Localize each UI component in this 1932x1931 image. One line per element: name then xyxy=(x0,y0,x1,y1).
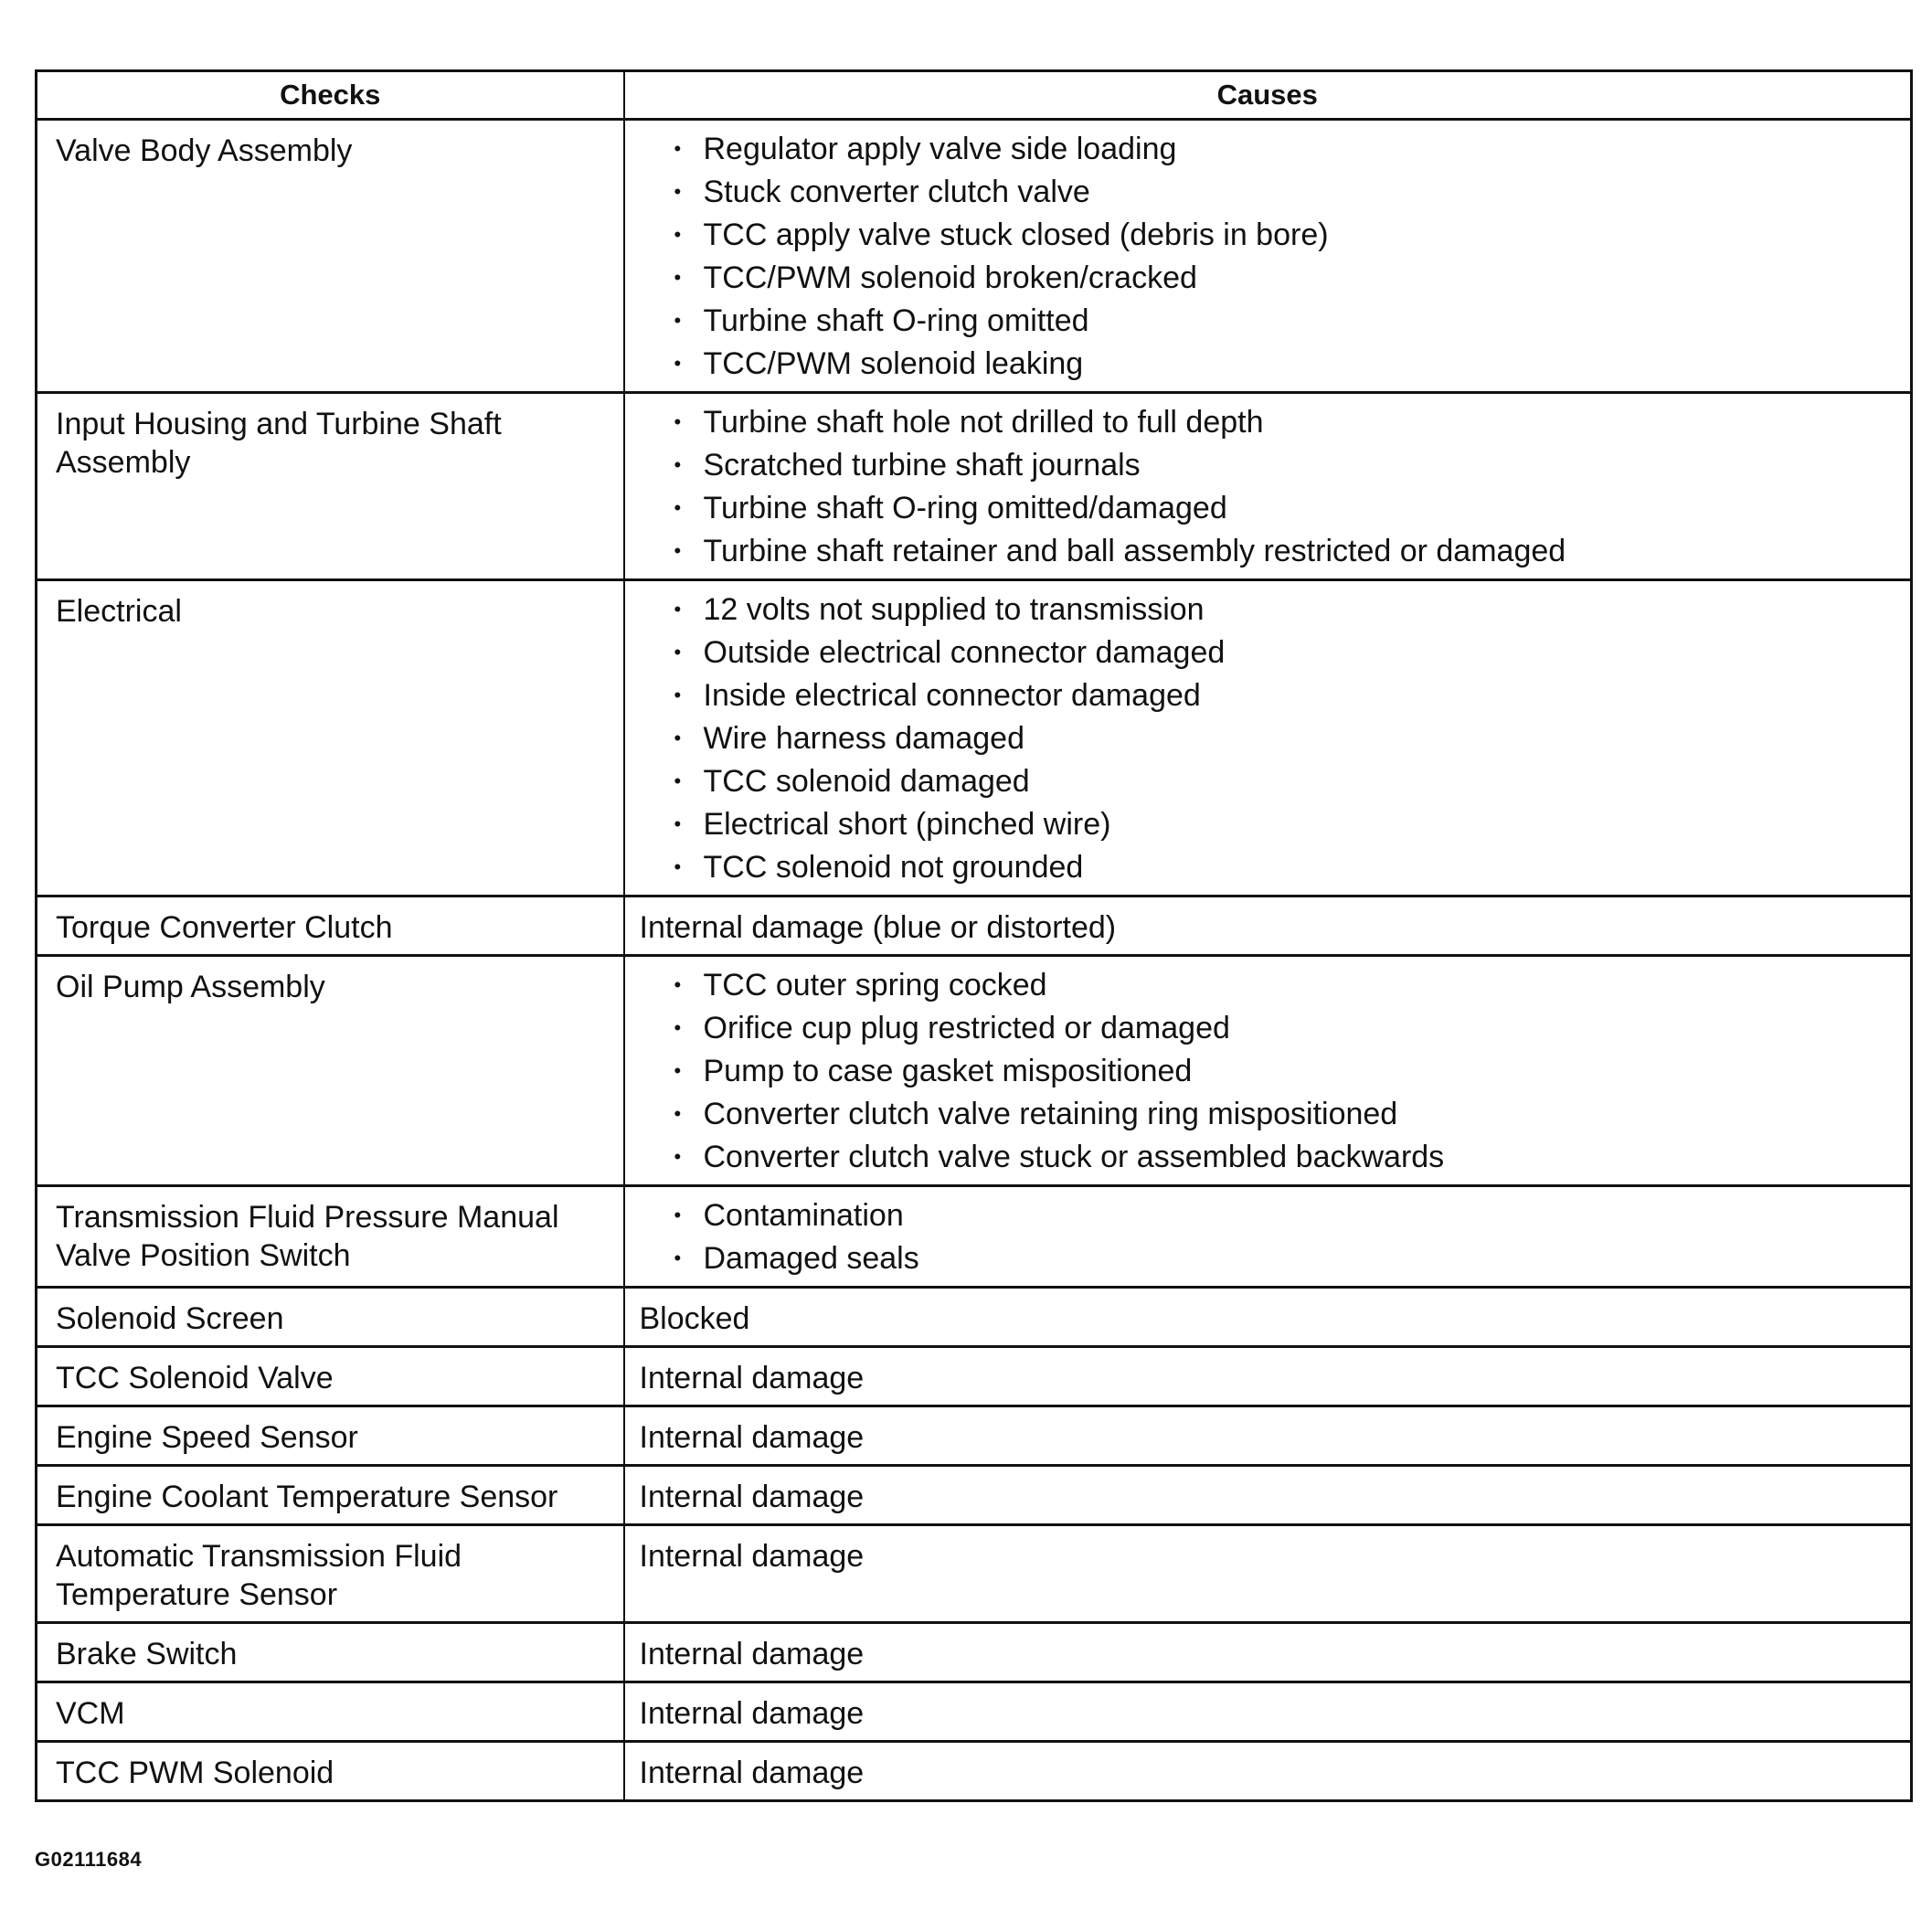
cause-text: Turbine shaft O-ring omitted xyxy=(703,303,1089,338)
cause-item xyxy=(674,1047,1893,1095)
cause-cell: Internal damage xyxy=(624,1525,1912,1623)
cause-text: Orifice cup plug restricted or damaged xyxy=(703,1011,1230,1045)
cause-text: 12 volts not supplied to transmission xyxy=(703,592,1205,627)
check-cell: TCC Solenoid Valve xyxy=(37,1347,624,1406)
bullet-icon: • xyxy=(674,812,682,835)
cause-cell: Internal damage xyxy=(624,1347,1912,1406)
cause-cell: Internal damage xyxy=(624,1623,1912,1682)
table-row xyxy=(37,1525,1912,1623)
cause-text: Wire harness damaged xyxy=(703,721,1025,756)
cause-item xyxy=(674,484,1893,532)
cause-item xyxy=(674,843,1893,891)
cause-cell: Internal damage xyxy=(624,1466,1912,1525)
check-cell: TCC PWM Solenoid xyxy=(37,1742,624,1801)
bullet-icon: • xyxy=(674,973,682,996)
check-cell: VCM xyxy=(37,1682,624,1742)
table-row xyxy=(37,120,1912,393)
bullet-icon: • xyxy=(674,539,682,562)
check-cell: Transmission Fluid Pressure Manual Valve Position Switch xyxy=(37,1186,624,1288)
check-cell: Electrical xyxy=(37,580,624,897)
cause-text: Turbine shaft hole not drilled to full depth xyxy=(703,405,1264,440)
header-checks: Checks xyxy=(37,71,624,120)
check-cell: Input Housing and Turbine Shaft Assembly xyxy=(37,393,624,580)
table-row xyxy=(37,897,1912,956)
cause-text: Converter clutch valve retaining ring mispositioned xyxy=(703,1097,1398,1131)
bullet-icon: • xyxy=(674,1204,682,1226)
cause-list xyxy=(640,125,1893,387)
table-row xyxy=(37,1347,1912,1406)
bullet-icon: • xyxy=(674,1247,682,1269)
cause-item xyxy=(674,297,1893,345)
cause-item xyxy=(674,398,1893,446)
cause-text: TCC apply valve stuck closed (debris in bore) xyxy=(703,218,1329,252)
cause-text: Electrical short (pinched wire) xyxy=(703,807,1111,842)
table-row xyxy=(37,580,1912,897)
cause-cell: Internal damage xyxy=(624,1742,1912,1801)
cause-cell xyxy=(624,956,1912,1186)
table-row xyxy=(37,1682,1912,1742)
cause-text: Contamination xyxy=(703,1198,904,1233)
bullet-icon: • xyxy=(674,410,682,433)
cause-text: Scratched turbine shaft journals xyxy=(703,448,1141,483)
cause-text: Regulator apply valve side loading xyxy=(703,132,1177,166)
cause-item xyxy=(674,629,1893,676)
cause-text: TCC solenoid not grounded xyxy=(703,850,1084,885)
bullet-icon: • xyxy=(674,309,682,332)
cause-text: TCC/PWM solenoid leaking xyxy=(703,346,1084,381)
cause-item xyxy=(674,961,1893,1009)
check-cell: Valve Body Assembly xyxy=(37,120,624,393)
cause-text: Converter clutch valve stuck or assembled backwards xyxy=(703,1140,1445,1174)
cause-item xyxy=(674,672,1893,719)
cause-text: Turbine shaft O-ring omitted/damaged xyxy=(703,491,1227,525)
bullet-icon: • xyxy=(674,223,682,246)
cause-cell xyxy=(624,1186,1912,1288)
bullet-icon: • xyxy=(674,496,682,519)
cause-item xyxy=(674,125,1893,173)
table-row xyxy=(37,956,1912,1186)
cause-text: Inside electrical connector damaged xyxy=(703,678,1201,713)
bullet-icon: • xyxy=(674,453,682,476)
figure-id: G02111684 xyxy=(35,1848,143,1871)
cause-cell: Internal damage xyxy=(624,1406,1912,1466)
bullet-icon: • xyxy=(674,684,682,706)
table-row xyxy=(37,1623,1912,1682)
bullet-icon: • xyxy=(674,1059,682,1082)
bullet-icon: • xyxy=(674,137,682,160)
cause-item xyxy=(674,527,1893,575)
table-row xyxy=(37,1186,1912,1288)
cause-item xyxy=(674,1133,1893,1181)
cause-list xyxy=(640,1192,1893,1282)
cause-cell: Internal damage xyxy=(624,1682,1912,1742)
check-cell: Oil Pump Assembly xyxy=(37,956,624,1186)
table-body xyxy=(37,120,1912,1801)
bullet-icon: • xyxy=(674,641,682,663)
bullet-icon: • xyxy=(674,1016,682,1039)
bullet-icon: • xyxy=(674,727,682,749)
diagnostic-table xyxy=(35,69,1913,1802)
cause-item xyxy=(674,1090,1893,1138)
bullet-icon: • xyxy=(674,855,682,878)
cause-list xyxy=(640,586,1893,891)
cause-text: TCC outer spring cocked xyxy=(703,968,1047,1003)
cause-cell: Blocked xyxy=(624,1288,1912,1347)
cause-item xyxy=(674,168,1893,216)
check-cell: Engine Coolant Temperature Sensor xyxy=(37,1466,624,1525)
header-causes: Causes xyxy=(624,71,1912,120)
bullet-icon: • xyxy=(674,769,682,792)
cause-item xyxy=(674,1235,1893,1282)
cause-item xyxy=(674,758,1893,805)
table-row xyxy=(37,393,1912,580)
bullet-icon: • xyxy=(674,180,682,203)
cause-text: Damaged seals xyxy=(703,1241,919,1276)
check-cell: Solenoid Screen xyxy=(37,1288,624,1347)
table-row xyxy=(37,1466,1912,1525)
cause-item xyxy=(674,254,1893,302)
cause-cell xyxy=(624,580,1912,897)
bullet-icon: • xyxy=(674,1102,682,1125)
check-cell: Automatic Transmission Fluid Temperature Sensor xyxy=(37,1525,624,1623)
cause-item xyxy=(674,340,1893,387)
cause-cell xyxy=(624,393,1912,580)
cause-cell: Internal damage (blue or distorted) xyxy=(624,897,1912,956)
cause-item xyxy=(674,715,1893,762)
bullet-icon: • xyxy=(674,1145,682,1168)
cause-item xyxy=(674,586,1893,633)
cause-text: Outside electrical connector damaged xyxy=(703,635,1226,670)
cause-text: TCC solenoid damaged xyxy=(703,764,1030,799)
cause-text: Pump to case gasket mispositioned xyxy=(703,1054,1193,1088)
table-row xyxy=(37,1288,1912,1347)
cause-text: Turbine shaft retainer and ball assembly restricted or damaged xyxy=(703,534,1566,568)
bullet-icon: • xyxy=(674,266,682,289)
cause-item xyxy=(674,801,1893,848)
table-row xyxy=(37,1742,1912,1801)
cause-text: TCC/PWM solenoid broken/cracked xyxy=(703,260,1197,295)
bullet-icon: • xyxy=(674,352,682,375)
check-cell: Brake Switch xyxy=(37,1623,624,1682)
cause-item xyxy=(674,1004,1893,1052)
bullet-icon: • xyxy=(674,598,682,621)
cause-item xyxy=(674,211,1893,259)
cause-cell xyxy=(624,120,1912,393)
cause-text: Stuck converter clutch valve xyxy=(703,175,1090,209)
cause-list xyxy=(640,961,1893,1181)
cause-item xyxy=(674,1192,1893,1239)
cause-list xyxy=(640,398,1893,575)
table-row xyxy=(37,1406,1912,1466)
check-cell: Engine Speed Sensor xyxy=(37,1406,624,1466)
check-cell: Torque Converter Clutch xyxy=(37,897,624,956)
cause-item xyxy=(674,441,1893,489)
header-row xyxy=(37,71,1912,120)
